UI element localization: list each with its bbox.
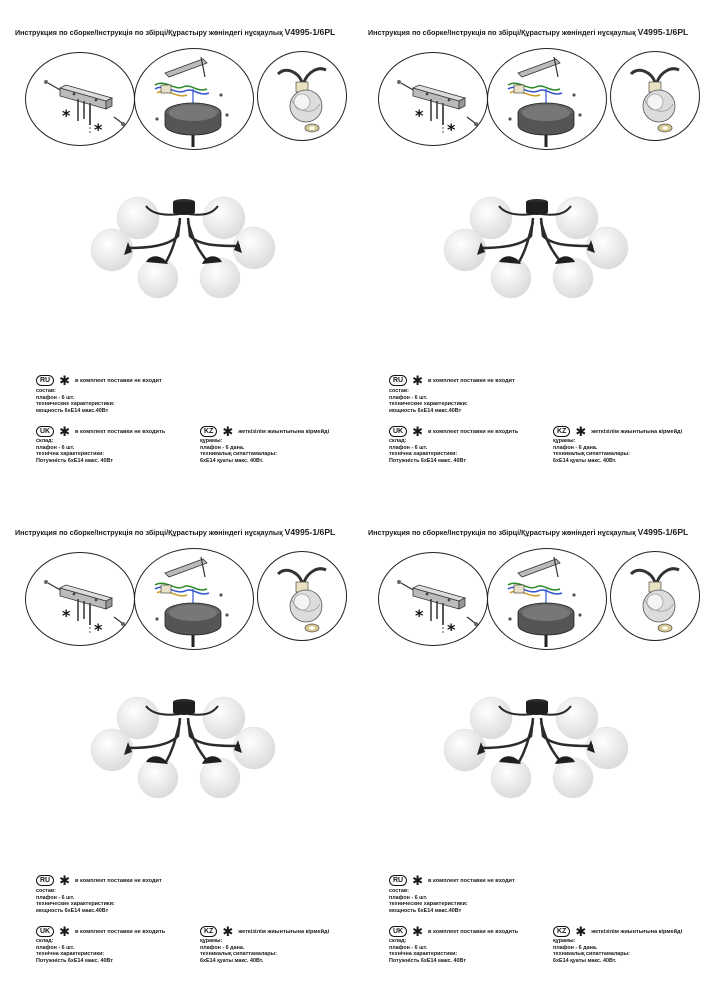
step-3-shade	[610, 51, 700, 141]
wiring-canopy-diagram	[135, 49, 253, 149]
ru-note-row	[389, 872, 515, 888]
ru-specs	[36, 388, 115, 414]
six-globe-ceiling-lamp	[88, 692, 278, 800]
ru-note: в комплект поставки не входит	[75, 377, 162, 384]
uk-spec-line: Потужність 6хЕ14 макс. 40Вт	[389, 457, 466, 464]
kz-spec-line: плафон - 6 дана.	[200, 944, 245, 951]
ru-spec-line: состав:	[389, 388, 409, 394]
ru-badge: RU	[389, 375, 407, 386]
uk-note-row	[36, 923, 166, 939]
uk-spec-line: плафон - 6 шт.	[389, 944, 428, 951]
kz-note: жеткізілім жиынтығына кірмейді	[591, 428, 683, 435]
asterisk-icon: ✱	[59, 923, 71, 939]
title-text: Инструкция по сборке/Інструкція по збірці/Құрастыру жөніндегі нұсқаулық	[368, 28, 636, 37]
kz-badge: KZ	[200, 426, 217, 437]
bulb-shade-diagram	[258, 552, 346, 640]
sheet-title	[15, 527, 335, 537]
ru-spec-line: мощность 6хЕ14 макс.40Вт	[389, 407, 462, 414]
title-text: Инструкция по сборке/Інструкція по збірці/Құрастыру жөніндегі нұсқаулық	[368, 528, 636, 537]
uk-note: в комплект поставки не входить	[428, 928, 519, 935]
step-1-mounting-plate	[378, 552, 488, 646]
six-globe-ceiling-lamp	[441, 192, 631, 300]
uk-spec-line: технічна характеристики:	[389, 451, 458, 458]
svg-text:*: *	[94, 120, 103, 139]
ru-spec-line: плафон - 6 шт.	[36, 394, 75, 401]
bulb-shade-diagram	[611, 52, 699, 140]
kz-spec-line: плафон - 6 дана.	[200, 444, 245, 451]
kz-note-row	[200, 423, 330, 439]
uk-specs	[36, 938, 113, 964]
ru-spec-line: технические характеристики:	[36, 401, 115, 408]
uk-note-row	[36, 423, 166, 439]
ru-spec-line: состав:	[389, 888, 409, 894]
kz-spec-line: техникалық сипаттамалары:	[553, 951, 630, 958]
svg-text:*: *	[415, 606, 424, 625]
uk-spec-line: плафон - 6 шт.	[36, 944, 75, 951]
product-image	[441, 192, 631, 300]
step-3-shade	[257, 551, 347, 641]
uk-note: в комплект поставки не входить	[75, 928, 166, 935]
mounting-plate-screws-diagram	[26, 553, 134, 645]
svg-text:*: *	[94, 620, 103, 639]
bulb-shade-diagram	[611, 552, 699, 640]
asterisk-icon: ✱	[222, 923, 234, 939]
title-text: Инструкция по сборке/Інструкція по збірці/Құрастыру жөніндегі нұсқаулық	[15, 528, 283, 537]
ru-spec-line: плафон - 6 шт.	[36, 894, 75, 901]
ru-specs	[389, 888, 468, 914]
uk-note: в комплект поставки не входить	[75, 428, 166, 435]
asterisk-icon: ✱	[575, 923, 587, 939]
asterisk-icon: ✱	[59, 372, 71, 388]
kz-note-row	[553, 423, 683, 439]
svg-text:*: *	[62, 106, 71, 125]
ru-specs	[36, 888, 115, 914]
sheet-title	[368, 27, 688, 37]
kz-spec-line: техникалық сипаттамалары:	[553, 451, 630, 458]
asterisk-icon: ✱	[412, 923, 424, 939]
ru-spec-line: мощность 6хЕ14 макс.40Вт	[36, 407, 109, 414]
kz-spec-line: плафон - 6 дана.	[553, 444, 598, 451]
six-globe-ceiling-lamp	[88, 192, 278, 300]
step-3-shade	[610, 551, 700, 641]
svg-text:*: *	[447, 120, 456, 139]
asterisk-icon: ✱	[59, 872, 71, 888]
uk-spec-line: склад:	[36, 438, 54, 444]
uk-spec-line: плафон - 6 шт.	[36, 444, 75, 451]
kz-badge: KZ	[200, 926, 217, 937]
instruction-sheet	[353, 0, 706, 500]
bulb-shade-diagram	[258, 52, 346, 140]
kz-note-row	[553, 923, 683, 939]
kz-specs	[200, 438, 277, 464]
six-globe-ceiling-lamp	[441, 692, 631, 800]
instruction-sheet	[0, 0, 353, 500]
ru-spec-line: мощность 6хЕ14 макс.40Вт	[389, 907, 462, 914]
uk-spec-line: технічна характеристики:	[36, 951, 105, 958]
ru-spec-line: плафон - 6 шт.	[389, 394, 428, 401]
sheet-title	[15, 27, 335, 37]
kz-spec-line: техникалық сипаттамалары:	[200, 951, 277, 958]
ru-spec-line: технические характеристики:	[389, 401, 468, 408]
ru-spec-line: состав:	[36, 888, 56, 894]
kz-spec-line: 6хЕ14 қуаты макс. 40Вт.	[553, 957, 617, 964]
uk-specs	[389, 438, 466, 464]
model-number: V4995-1/6PL	[637, 27, 689, 37]
asterisk-icon: ✱	[575, 423, 587, 439]
kz-specs	[553, 438, 630, 464]
asterisk-icon: ✱	[412, 423, 424, 439]
step-2-wiring	[487, 48, 607, 150]
step-1-mounting-plate	[25, 52, 135, 146]
asterisk-icon: ✱	[222, 423, 234, 439]
uk-spec-line: склад:	[389, 938, 407, 944]
svg-text:*: *	[62, 606, 71, 625]
product-image	[441, 692, 631, 800]
ru-note: в комплект поставки не входит	[428, 877, 515, 884]
uk-badge: UK	[389, 926, 407, 937]
kz-badge: KZ	[553, 426, 570, 437]
kz-spec-line: құрамы:	[553, 938, 576, 944]
uk-badge: UK	[36, 926, 54, 937]
wiring-canopy-diagram	[135, 549, 253, 649]
product-image	[88, 692, 278, 800]
step-2-wiring	[487, 548, 607, 650]
kz-note-row	[200, 923, 330, 939]
model-number: V4995-1/6PL	[284, 527, 336, 537]
mounting-plate-screws-diagram	[379, 53, 487, 145]
ru-spec-line: состав:	[36, 388, 56, 394]
uk-spec-line: склад:	[389, 438, 407, 444]
kz-badge: KZ	[553, 926, 570, 937]
uk-spec-line: технічна характеристики:	[389, 951, 458, 958]
svg-text:*: *	[447, 620, 456, 639]
kz-specs	[553, 938, 630, 964]
uk-spec-line: Потужність 6хЕ14 макс. 40Вт	[389, 957, 466, 964]
step-2-wiring	[134, 548, 254, 650]
uk-spec-line: Потужність 6хЕ14 макс. 40Вт	[36, 457, 113, 464]
model-number: V4995-1/6PL	[284, 27, 336, 37]
kz-spec-line: 6хЕ14 қуаты макс. 40Вт.	[553, 457, 617, 464]
ru-note: в комплект поставки не входит	[428, 377, 515, 384]
uk-badge: UK	[36, 426, 54, 437]
ru-badge: RU	[389, 875, 407, 886]
ru-badge: RU	[36, 875, 54, 886]
ru-badge: RU	[36, 375, 54, 386]
instruction-sheet	[0, 500, 353, 1000]
kz-spec-line: құрамы:	[200, 938, 223, 944]
kz-spec-line: 6хЕ14 қуаты макс. 40Вт.	[200, 957, 264, 964]
kz-spec-line: құрамы:	[553, 438, 576, 444]
ru-spec-line: мощность 6хЕ14 макс.40Вт	[36, 907, 109, 914]
kz-note: жеткізілім жиынтығына кірмейді	[238, 428, 330, 435]
mounting-plate-screws-diagram	[379, 553, 487, 645]
ru-note-row	[389, 372, 515, 388]
wiring-canopy-diagram	[488, 549, 606, 649]
uk-note-row	[389, 423, 519, 439]
ru-specs	[389, 388, 468, 414]
kz-spec-line: плафон - 6 дана.	[553, 944, 598, 951]
step-3-shade	[257, 51, 347, 141]
ru-spec-line: плафон - 6 шт.	[389, 894, 428, 901]
uk-spec-line: склад:	[36, 938, 54, 944]
kz-specs	[200, 938, 277, 964]
uk-note: в комплект поставки не входить	[428, 428, 519, 435]
svg-text:*: *	[415, 106, 424, 125]
kz-spec-line: 6хЕ14 қуаты макс. 40Вт.	[200, 457, 264, 464]
step-1-mounting-plate	[378, 52, 488, 146]
asterisk-icon: ✱	[59, 423, 71, 439]
kz-spec-line: құрамы:	[200, 438, 223, 444]
ru-spec-line: технические характеристики:	[36, 901, 115, 908]
step-1-mounting-plate	[25, 552, 135, 646]
model-number: V4995-1/6PL	[637, 527, 689, 537]
instruction-sheet	[353, 500, 706, 1000]
uk-spec-line: Потужність 6хЕ14 макс. 40Вт	[36, 957, 113, 964]
wiring-canopy-diagram	[488, 49, 606, 149]
kz-note: жеткізілім жиынтығына кірмейді	[591, 928, 683, 935]
step-2-wiring	[134, 48, 254, 150]
ru-note-row	[36, 372, 162, 388]
mounting-plate-screws-diagram	[26, 53, 134, 145]
kz-spec-line: техникалық сипаттамалары:	[200, 451, 277, 458]
uk-specs	[36, 438, 113, 464]
ru-note: в комплект поставки не входит	[75, 877, 162, 884]
uk-note-row	[389, 923, 519, 939]
uk-badge: UK	[389, 426, 407, 437]
asterisk-icon: ✱	[412, 872, 424, 888]
uk-spec-line: плафон - 6 шт.	[389, 444, 428, 451]
uk-spec-line: технічна характеристики:	[36, 451, 105, 458]
asterisk-icon: ✱	[412, 372, 424, 388]
uk-specs	[389, 938, 466, 964]
title-text: Инструкция по сборке/Інструкція по збірці/Құрастыру жөніндегі нұсқаулық	[15, 28, 283, 37]
ru-note-row	[36, 872, 162, 888]
sheet-title	[368, 527, 688, 537]
ru-spec-line: технические характеристики:	[389, 901, 468, 908]
product-image	[88, 192, 278, 300]
kz-note: жеткізілім жиынтығына кірмейді	[238, 928, 330, 935]
